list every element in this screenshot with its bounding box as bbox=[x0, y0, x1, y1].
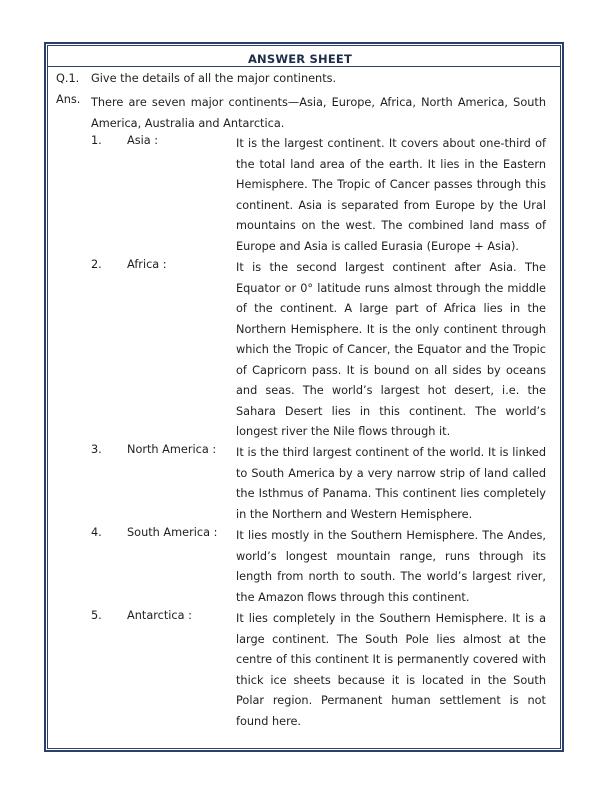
item-number: 2. bbox=[91, 258, 102, 271]
title-divider bbox=[47, 66, 561, 67]
answer-label: Ans. bbox=[56, 93, 81, 106]
item-number: 4. bbox=[91, 526, 102, 539]
answer-intro: There are seven major continents—Asia, Europe, Africa, North America, South America, Australia and Antarctica. bbox=[91, 96, 546, 130]
sheet-title: ANSWER SHEET bbox=[247, 52, 353, 66]
item-name-south-america: South America : bbox=[127, 526, 218, 539]
item-name-africa: Africa : bbox=[127, 258, 167, 271]
item-desc-north-america: It is the third largest continent of the world. It is linked to South America by a very narrow strip of land called the Isthmus of Panama. This continent lies completely in the Northern and Western Hemisphere. bbox=[236, 446, 546, 521]
item-number: 1. bbox=[91, 134, 102, 147]
item-desc-asia: It is the largest continent. It covers about one-third of the total land area of the earth. It lies in the Eastern Hemisphere. The Tropic of Cancer passes through this continent. Asia is separated from Europe by the Ural mountains on the west. The combined land mass of Europe and Asia is called Eurasia (Europe + Asia). bbox=[236, 137, 546, 253]
item-number: 5. bbox=[91, 609, 102, 622]
question-text: Give the details of all the major continents. bbox=[91, 72, 337, 85]
item-number: 3. bbox=[91, 443, 102, 456]
question-label: Q.1. bbox=[56, 72, 80, 85]
item-name-north-america: North America : bbox=[127, 443, 217, 456]
item-name-asia: Asia : bbox=[127, 134, 159, 147]
item-desc-africa: It is the second largest continent after Asia. The Equator or 0° latitude runs almost through the middle of the continent. A large part of Africa lies in the Northern Hemisphere. It is the only continent through which the Tropic of Cancer, the Equator and the Tropic of Capricorn pass. It is bound on all sides by oceans and seas. The world’s largest hot desert, i.e. the Sahara Desert lies in this continent. The world’s longest river the Nile flows through it. bbox=[236, 261, 546, 438]
item-desc-antarctica: It lies completely in the Southern Hemisphere. It is a large continent. The South Pole lies almost at the centre of this continent It is permanently covered with thick ice sheets because it is located in the South Polar region. Permanent human settlement is not found here. bbox=[236, 612, 546, 728]
item-desc-south-america: It lies mostly in the Southern Hemisphere. The Andes, world’s longest mountain range, runs through its length from north to south. The world’s largest river, the Amazon flows through this continent. bbox=[236, 529, 546, 604]
item-name-antarctica: Antarctica : bbox=[127, 609, 192, 622]
